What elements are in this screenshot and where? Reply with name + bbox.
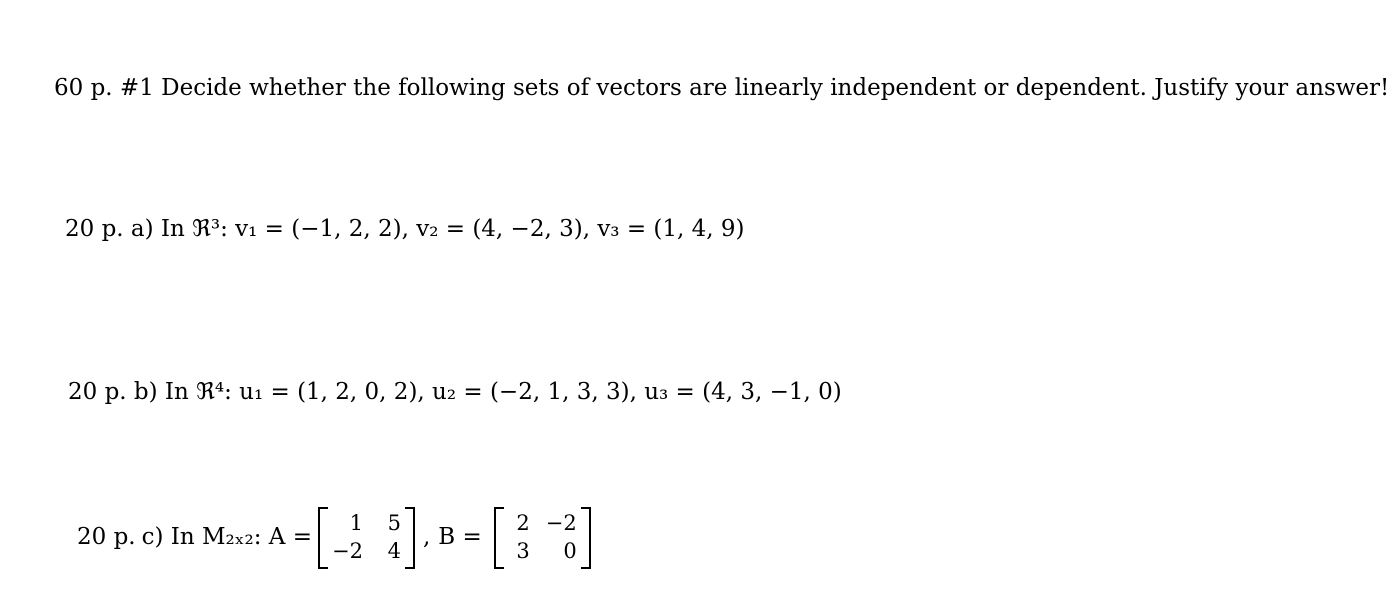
matrix-a: [318, 507, 415, 567]
matrix-b: [494, 507, 591, 567]
part-c-points: 20 p.: [77, 524, 136, 550]
matrix-b-cell: 0: [563, 539, 577, 563]
part-c-statement: [77, 504, 597, 570]
part-b-statement: 20 p. b) In ℜ⁴: u₁ = (1, 2, 0, 2), u₂ = (−2, 1, 3, 3), u₃ = (4, 3, −1, 0): [68, 379, 842, 405]
matrix-a-cell: 5: [387, 511, 401, 535]
matrix-b-right-bracket: [581, 507, 591, 569]
matrix-a-left-bracket: [318, 507, 328, 569]
matrix-a-cell: −2: [332, 539, 363, 563]
part-c-label: c) In M₂ₓ₂: A =: [141, 524, 312, 550]
matrix-b-left-bracket: [494, 507, 504, 569]
matrix-separator-comma: ,: [422, 524, 431, 550]
matrix-b-label: B =: [438, 524, 482, 550]
matrix-a-right-bracket: [405, 507, 415, 569]
matrix-a-cell: 4: [387, 539, 401, 563]
matrix-b-cell: −2: [545, 511, 577, 535]
matrix-a-cell: 1: [349, 511, 363, 535]
matrix-b-cell: 3: [516, 539, 530, 563]
part-a-statement: 20 p. a) In ℜ³: v₁ = (−1, 2, 2), v₂ = (4, −2, 3), v₃ = (1, 4, 9): [65, 216, 745, 242]
matrix-b-cell: 2: [516, 511, 530, 535]
problem-header: 60 p. #1 Decide whether the following sets of vectors are linearly independent or dependent. Justify your answer!: [54, 75, 1390, 101]
